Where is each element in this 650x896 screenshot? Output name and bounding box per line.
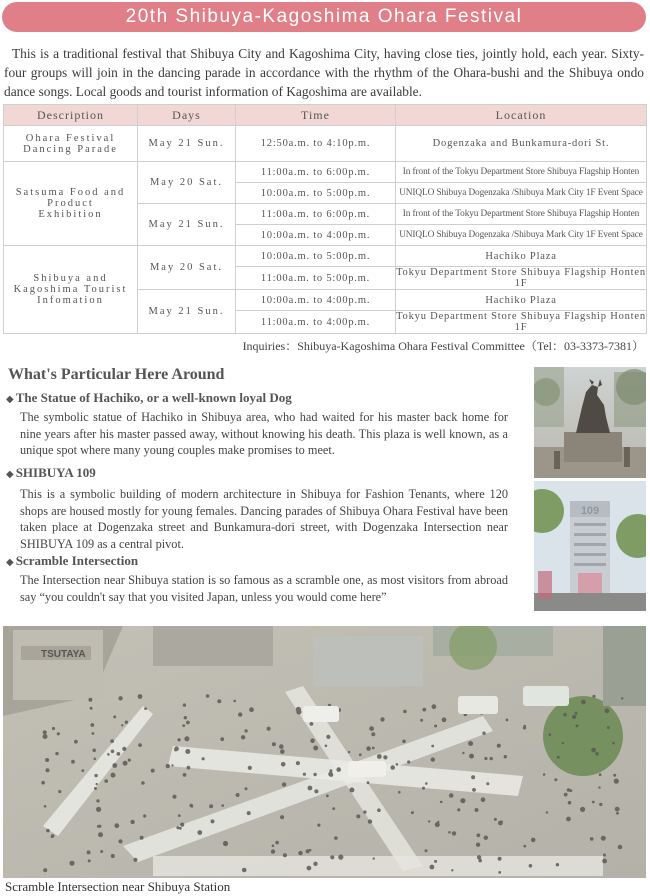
crowd-dot	[223, 841, 228, 846]
event-time: 11:00a.m. to 6:00p.m.	[236, 162, 396, 183]
event-day: May 20 Sat.	[138, 246, 236, 290]
crowd-dot	[96, 799, 99, 802]
crowd-dot	[568, 801, 572, 805]
crowd-dot	[245, 787, 248, 790]
crowd-dot	[618, 845, 623, 850]
crowd-dot	[187, 766, 191, 770]
event-description: Satsuma Food and Product Exhibition	[4, 162, 138, 246]
crowd-dot	[140, 836, 144, 840]
crowd-dot	[572, 715, 576, 719]
item-body-hachiko: The symbolic statue of Hachiko in Shibuya area, who had waited for his master back home for nine years after his master passed away, without knowing his death. This plaza is well known, as a unique spot where many young couples make promises to meet.	[20, 410, 508, 457]
crowd-dot	[96, 807, 101, 812]
crowd-dot	[117, 752, 121, 756]
crowd-dot	[486, 782, 489, 785]
crowd-dot	[100, 850, 103, 853]
crowd-dot	[310, 738, 315, 743]
crowd-dot	[425, 849, 428, 852]
crowd-dot	[334, 836, 338, 840]
crowd-dot	[313, 773, 316, 776]
crowd-dot	[46, 829, 50, 833]
crowd-dot	[280, 749, 285, 754]
crowd-dot	[172, 795, 176, 799]
crowd-dot	[104, 779, 108, 783]
crowd-dot	[92, 749, 96, 753]
crowd-dot	[123, 761, 128, 766]
crowd-dot	[272, 742, 276, 746]
crowd-dot	[182, 724, 185, 727]
crowd-dot	[422, 787, 425, 790]
crowd-dot	[130, 820, 134, 824]
crowd-dot	[475, 808, 479, 812]
crowd-dot	[233, 700, 236, 703]
crowd-dot	[184, 716, 187, 719]
crowd-dot	[151, 769, 155, 773]
crowd-dot	[484, 757, 487, 760]
item-title-109: ◆ SHIBUYA 109	[6, 465, 96, 480]
event-time: 11:00a.m. to 6:00p.m.	[236, 204, 396, 225]
crowd-dot	[591, 748, 596, 753]
crowd-dot	[615, 807, 620, 812]
event-day: May 21 Sun.	[138, 204, 236, 246]
crowd-dot	[422, 708, 426, 712]
crowd-dot	[197, 830, 202, 835]
event-time: 11:00a.m. to 4:00p.m.	[236, 311, 396, 334]
crowd-dot	[275, 841, 279, 845]
crowd-dot	[599, 803, 602, 806]
crowd-dot	[367, 781, 370, 784]
crowd-dot	[614, 779, 619, 784]
crowd-dot	[468, 741, 473, 746]
crowd-dot	[171, 764, 173, 766]
header-days: Days	[138, 105, 236, 126]
crowd-dot	[398, 791, 401, 794]
crowd-dot	[52, 727, 55, 730]
crowd-dot	[595, 752, 599, 756]
crowd-dot	[601, 836, 606, 841]
crowd-dot	[248, 766, 252, 770]
crowd-dot	[313, 862, 317, 866]
crowd-dot	[428, 820, 430, 822]
crowd-dot	[371, 732, 375, 736]
crowd-dot	[314, 789, 318, 793]
schedule-table	[3, 104, 647, 334]
crowd-dot	[244, 729, 247, 732]
event-location: In front of the Tokyu Department Store Shibuya Flagship Honten	[396, 204, 647, 225]
event-description: Ohara Festival Dancing Parade	[4, 126, 138, 162]
crowd-dot	[55, 752, 58, 755]
crowd-dot	[92, 732, 95, 735]
crowd-dot	[442, 717, 447, 722]
crowd-dot	[296, 707, 301, 712]
crowd-dot	[45, 758, 49, 762]
intro-paragraph: This is a traditional festival that Shibuya City and Kagoshima City, having close ties, jointly hold, each year. Sixty-four groups will join in the dancing parade in accordance with the rhythm of the Ohara-bushi and the Shibuya ondo dance songs. Local goods and tourist information of Kagoshima are available.	[4, 46, 644, 99]
crowd-dot	[581, 700, 586, 705]
crowd-dot	[580, 807, 585, 812]
crowd-dot	[452, 831, 456, 835]
inquiry-contact: Inquiries：Shibuya-Kagoshima Ohara Festival Committee（Tel：03-3373-7381）	[242, 339, 644, 353]
crowd-dot	[178, 814, 181, 817]
event-location: Dogenzaka and Bunkamura-dori St.	[396, 126, 647, 162]
crowd-dot	[462, 752, 464, 754]
event-day: May 20 Sat.	[138, 162, 236, 204]
crowd-dot	[377, 808, 381, 812]
event-location: Tokyu Department Store Shibuya Flagship Honten 1F	[396, 267, 646, 289]
crowd-dot	[71, 760, 75, 764]
crowd-dot	[138, 694, 143, 699]
table-row	[4, 126, 647, 162]
table-row	[4, 162, 647, 183]
crowd-dot	[469, 754, 474, 759]
crowd-dot	[566, 817, 571, 822]
crowd-dot	[329, 769, 332, 772]
item-body-109: This is a symbolic building of modern architecture in Shibuya for Fashion Tenants, where 120 shops are housed mostly for young females. Dancing parades of Shibuya Ohara Festival have been taken place at Dogenzaka street and Bunkamura-dori street, with Dogenzaka Intersection near SHIBUYA 109 as a central pivot.	[20, 487, 508, 551]
event-time: 10:00a.m. to 5:00p.m.	[236, 183, 396, 204]
crowd-dot	[543, 773, 546, 776]
crowd-dot	[621, 697, 623, 699]
crowd-dot	[396, 763, 399, 766]
crowd-dot	[373, 857, 375, 859]
crowd-dot	[411, 811, 414, 814]
crowd-dot	[432, 704, 437, 709]
crowd-dot	[44, 805, 47, 808]
event-time: 12:50a.m. to 4:10p.m.	[236, 126, 396, 162]
crowd-dot	[372, 747, 375, 750]
crowd-dot	[166, 764, 170, 768]
event-time: 10:00a.m. to 4:00p.m.	[236, 290, 396, 311]
crowd-dot	[317, 824, 320, 827]
crowd-dot	[368, 819, 372, 823]
event-location: UNIQLO Shibuya Dogenzaka /Shibuya Mark City 1F Event Space	[396, 225, 647, 246]
crowd-dot	[363, 810, 366, 813]
crowd-dot	[177, 738, 180, 741]
crowd-dot	[88, 859, 91, 862]
crowd-dot	[143, 814, 146, 817]
crowd-dot	[41, 781, 45, 785]
crowd-dot	[298, 851, 302, 855]
crowd-dot	[407, 760, 410, 763]
crowd-dot	[562, 742, 564, 744]
crowd-dot	[377, 754, 382, 759]
crowd-dot	[307, 866, 312, 871]
crowd-dot	[616, 812, 619, 815]
crowd-dot	[546, 811, 548, 813]
crowd-dot	[94, 758, 97, 761]
crowd-dot	[174, 748, 177, 751]
crowd-dot	[112, 763, 117, 768]
crowd-dot	[241, 735, 245, 739]
crowd-dot	[529, 864, 533, 868]
event-time: 10:00a.m. to 5:00p.m.	[236, 246, 396, 267]
photo-caption: Scramble Intersection near Shibuya Station	[5, 879, 231, 894]
crowd-dot	[451, 869, 453, 871]
section-heading: What's Particular Here Around	[8, 366, 225, 383]
crowd-dot	[563, 713, 567, 717]
crowd-dot	[498, 871, 501, 874]
crowd-dot	[43, 868, 47, 872]
crowd-dot	[471, 775, 475, 779]
crowd-dot	[98, 825, 101, 828]
crowd-dot	[564, 793, 568, 797]
crowd-dot	[420, 719, 423, 722]
crowd-dot	[605, 708, 610, 713]
crowd-dot	[336, 767, 341, 772]
crowd-dot	[69, 861, 74, 866]
crowd-dot	[448, 831, 451, 834]
event-location: UNIQLO Shibuya Dogenzaka /Shibuya Mark City 1F Event Space	[396, 183, 647, 204]
crowd-dot	[191, 805, 194, 808]
crowd-dot	[599, 773, 602, 776]
event-location: Hachiko Plaza	[396, 246, 647, 267]
crowd-dot	[576, 724, 579, 727]
crowd-dot	[51, 836, 53, 838]
table-header-row	[4, 105, 647, 126]
crowd-dot	[279, 744, 284, 749]
crowd-dot	[490, 757, 493, 760]
crowd-dot	[403, 710, 407, 714]
crowd-dot	[121, 724, 123, 726]
crowd-dot	[592, 801, 595, 804]
crowd-dot	[431, 745, 434, 748]
crowd-dot	[94, 774, 97, 777]
crowd-dot	[46, 768, 50, 772]
shibuya-109-photo	[534, 481, 646, 611]
crowd-dot	[202, 757, 205, 760]
crowd-dot	[242, 868, 247, 873]
crowd-dot	[460, 798, 465, 803]
crowd-dot	[612, 742, 615, 745]
event-time: 11:00a.m. to 5:00p.m.	[236, 267, 396, 290]
crowd-dot	[58, 790, 61, 793]
crowd-dot	[88, 698, 92, 702]
crowd-dot	[249, 707, 254, 712]
crowd-dot	[111, 854, 115, 858]
crowd-dot	[186, 721, 190, 725]
crowd-dot	[141, 781, 145, 785]
crowd-dot	[549, 733, 552, 736]
crowd-dot	[590, 837, 594, 841]
diamond-bullet-icon: ◆	[6, 469, 14, 480]
crowd-dot	[180, 823, 184, 827]
crowd-dot	[184, 736, 189, 741]
item-title-scramble: ◆ Scramble Intersection	[6, 553, 139, 568]
crowd-dot	[380, 717, 384, 721]
crowd-dot	[313, 746, 318, 751]
crowd-dot	[326, 735, 330, 739]
crowd-dot	[247, 811, 251, 815]
crowd-dot	[476, 843, 480, 847]
crowd-dot	[477, 833, 481, 837]
crowd-dot	[603, 854, 606, 857]
table-row	[4, 246, 647, 267]
crowd-dot	[272, 844, 275, 847]
crowd-dot	[457, 808, 460, 811]
crowd-dot	[494, 818, 497, 821]
crowd-dot	[523, 845, 526, 848]
crowd-dot	[133, 858, 137, 862]
crowd-dot	[221, 804, 224, 807]
crowd-dot	[183, 703, 186, 706]
crowd-dot	[271, 849, 275, 853]
crowd-dot	[554, 778, 557, 781]
crowd-dot	[309, 849, 312, 852]
header-description: Description	[4, 105, 138, 126]
item-title-hachiko: ◆ The Statue of Hachiko, or a well-known loyal Dog	[6, 390, 292, 405]
crowd-dot	[118, 839, 122, 843]
crowd-dot	[113, 715, 116, 718]
crowd-dot	[325, 745, 328, 748]
crowd-dot	[440, 801, 443, 804]
event-time: 10:00a.m. to 4:00p.m.	[236, 225, 396, 246]
crowd-dot	[482, 732, 485, 735]
crowd-dot	[144, 707, 147, 710]
crowd-dot	[90, 707, 93, 710]
crowd-dot	[111, 750, 115, 754]
crowd-dot	[43, 730, 47, 734]
crowd-dot	[477, 855, 481, 859]
crowd-dot	[87, 850, 91, 854]
crowd-dot	[498, 857, 502, 861]
crowd-dot	[183, 773, 187, 777]
crowd-dot	[280, 815, 284, 819]
crowd-dot	[125, 721, 128, 724]
crowd-dot	[74, 740, 78, 744]
crowd-dot	[282, 782, 286, 786]
crowd-dot	[506, 719, 509, 722]
crowd-dot	[43, 734, 48, 739]
109-sign-text: 109	[580, 505, 600, 517]
header-location: Location	[396, 105, 647, 126]
crowd-dot	[128, 759, 131, 762]
crowd-dot	[122, 747, 126, 751]
crowd-dot	[326, 794, 329, 797]
crowd-dot	[348, 751, 350, 753]
tsutaya-sign-text: TSUTAYA	[41, 649, 86, 660]
event-location: Tokyu Department Store Shibuya Flagship Honten 1F	[396, 311, 646, 333]
crowd-dot	[390, 765, 395, 770]
crowd-dot	[90, 723, 94, 727]
event-location: Hachiko Plaza	[396, 290, 647, 311]
crowd-dot	[330, 855, 334, 859]
crowd-dot	[356, 814, 360, 818]
crowd-dot	[523, 726, 526, 729]
page-title: 20th Shibuya-Kagoshima Ohara Festival	[2, 2, 646, 32]
crowd-dot	[557, 756, 560, 759]
crowd-dot	[96, 783, 98, 785]
crowd-dot	[556, 863, 559, 866]
crowd-dot	[481, 797, 486, 802]
event-day: May 21 Sun.	[138, 126, 236, 162]
crowd-dot	[366, 746, 371, 751]
crowd-dot	[110, 739, 114, 743]
crowd-dot	[310, 722, 314, 726]
crowd-dot	[531, 838, 536, 843]
crowd-dot	[296, 761, 300, 765]
crowd-dot	[332, 807, 335, 810]
crowd-dot	[238, 712, 242, 716]
crowd-dot	[220, 737, 224, 741]
scramble-intersection-photo	[3, 626, 646, 878]
crowd-dot	[138, 743, 142, 747]
crowd-dot	[118, 696, 122, 700]
crowd-dot	[602, 859, 607, 864]
crowd-dot	[497, 744, 501, 748]
crowd-dot	[359, 753, 362, 756]
crowd-dot	[435, 822, 440, 827]
crowd-dot	[430, 865, 435, 870]
crowd-dot	[107, 753, 110, 756]
crowd-dot	[236, 793, 240, 797]
diamond-bullet-icon: ◆	[6, 557, 14, 568]
crowd-dot	[81, 769, 84, 772]
header-time: Time	[236, 105, 396, 126]
crowd-dot	[349, 788, 354, 793]
crowd-dot	[613, 774, 616, 777]
crowd-dot	[281, 762, 286, 767]
event-location: In front of the Tokyu Department Store Shibuya Flagship Honten	[396, 162, 647, 183]
crowd-dot	[57, 732, 60, 735]
crowd-dot	[484, 836, 488, 840]
crowd-dot	[434, 725, 437, 728]
crowd-dot	[185, 749, 190, 754]
event-day: May 21 Sun.	[138, 290, 236, 334]
crowd-dot	[176, 826, 179, 829]
crowd-dot	[211, 819, 215, 823]
crowd-dot	[607, 726, 610, 729]
crowd-dot	[217, 699, 221, 703]
crowd-dot	[111, 773, 116, 778]
crowd-dot	[592, 695, 595, 698]
hachiko-statue-photo	[534, 367, 646, 478]
crowd-dot	[267, 727, 271, 731]
crowd-dot	[338, 855, 343, 860]
crowd-dot	[383, 755, 387, 759]
crowd-dot	[569, 789, 572, 792]
crowd-dot	[431, 757, 435, 761]
event-description: Shibuya and Kagoshima Tourist Infomation	[4, 246, 138, 334]
crowd-dot	[434, 860, 437, 863]
crowd-dot	[472, 788, 476, 792]
crowd-dot	[329, 773, 333, 777]
crowd-dot	[425, 782, 428, 785]
crowd-dot	[209, 804, 213, 808]
crowd-dot	[575, 712, 578, 715]
crowd-dot	[283, 853, 287, 857]
crowd-dot	[498, 821, 503, 826]
crowd-dot	[504, 755, 507, 758]
crowd-dot	[402, 740, 406, 744]
diamond-bullet-icon: ◆	[6, 394, 14, 405]
crowd-dot	[98, 832, 103, 837]
item-body-scramble: The Intersection near Shibuya station is so famous as a scramble one, as most visitors from abroad say “you couldn't say that you visited Japan, unless you would come here”	[20, 573, 508, 604]
crowd-dot	[94, 787, 97, 790]
crowd-dot	[114, 823, 119, 828]
crowd-dot	[308, 786, 313, 791]
crowd-dot	[369, 726, 374, 731]
crowd-dot	[303, 773, 306, 776]
crowd-dot	[598, 786, 600, 788]
crowd-dot	[206, 694, 210, 698]
crowd-dot	[449, 793, 454, 798]
